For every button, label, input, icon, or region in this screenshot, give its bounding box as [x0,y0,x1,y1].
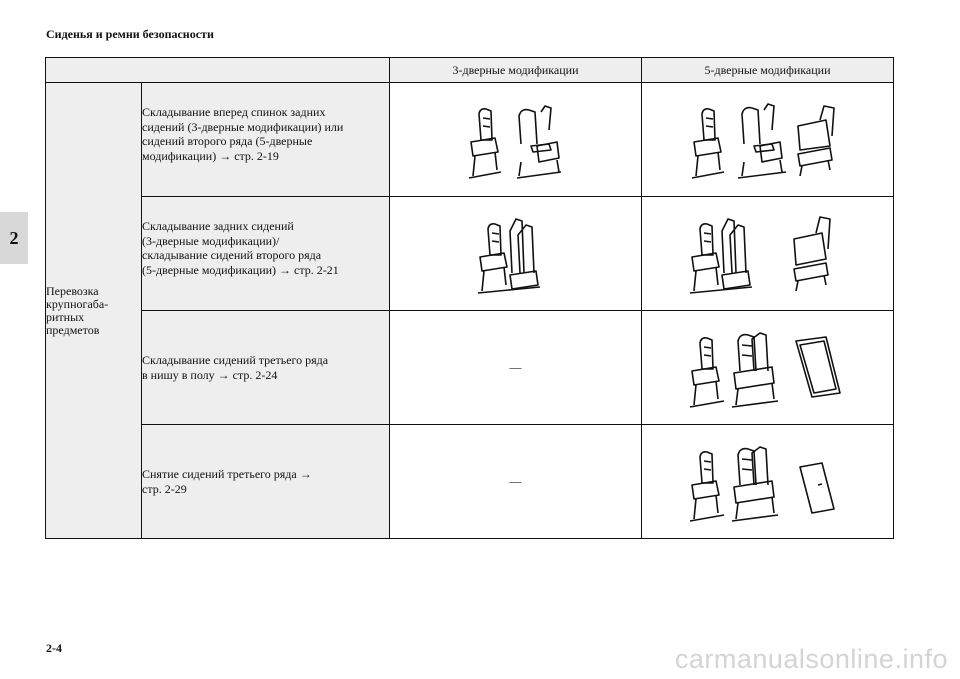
description-line: Складывание вперед спинок задних [142,105,326,119]
second-row-folded-illustration [688,213,848,295]
three-door-cell [390,311,642,425]
category-line: предметов [46,322,100,337]
description-line: Снятие сидений третьего ряда → [142,467,312,481]
row-description [142,83,390,197]
table-row [46,425,894,539]
not-applicable-dash: — [509,474,522,488]
table-row [46,311,894,425]
description-line: Складывание задних сидений [142,219,294,233]
three-door-cell [390,83,642,197]
third-row-removed-illustration [688,441,848,523]
description-line: в нишу в полу → стр. 2-24 [142,367,278,382]
description-line: Складывание сидений третьего ряда [142,353,329,367]
three-door-cell [390,197,642,311]
table-row [46,197,894,311]
not-applicable-dash: — [509,360,522,374]
rear-seats-folded-illustration [476,213,556,295]
category-line: крупногаба- [46,296,109,311]
column-header-3-door: 3-дверные модификации [390,58,642,83]
description-line: модификации) → стр. 2-19 [142,148,279,163]
page-header-title: Сиденья и ремни безопасности [46,27,214,41]
row-description [142,311,390,425]
five-door-cell [642,83,894,197]
description-line: стр. 2-29 [142,481,187,496]
seats-folded-forward-illustration [461,100,571,180]
chapter-tab: 2 [0,212,28,264]
five-door-cell [642,425,894,539]
description-line: сидений (3-дверные модификации) или [142,119,344,134]
seats-folded-forward-illustration [688,100,848,180]
row-description [142,197,390,311]
description-line: (3-дверные модификации)/ [142,233,280,248]
category-line: Перевозка [46,283,99,298]
five-door-cell [642,197,894,311]
description-line: сидений второго ряда (5-дверные [142,134,313,148]
table-header-row [46,58,894,83]
three-door-cell [390,425,642,539]
table-row [46,83,894,197]
category-line: ритных [46,309,85,324]
table-header-empty [46,58,390,83]
watermark-text: carmanualsonline.info [674,644,948,674]
third-row-stowed-in-floor-illustration [688,327,848,409]
row-description [142,425,390,539]
category-cell [46,83,142,539]
five-door-cell [642,311,894,425]
description-line: (5-дверные модификации) → стр. 2-21 [142,262,339,277]
seat-configuration-table [45,57,894,539]
column-header-5-door: 5-дверные модификации [642,58,894,83]
description-line: складывание сидений второго ряда [142,248,322,262]
page-number: 2-4 [46,641,62,655]
